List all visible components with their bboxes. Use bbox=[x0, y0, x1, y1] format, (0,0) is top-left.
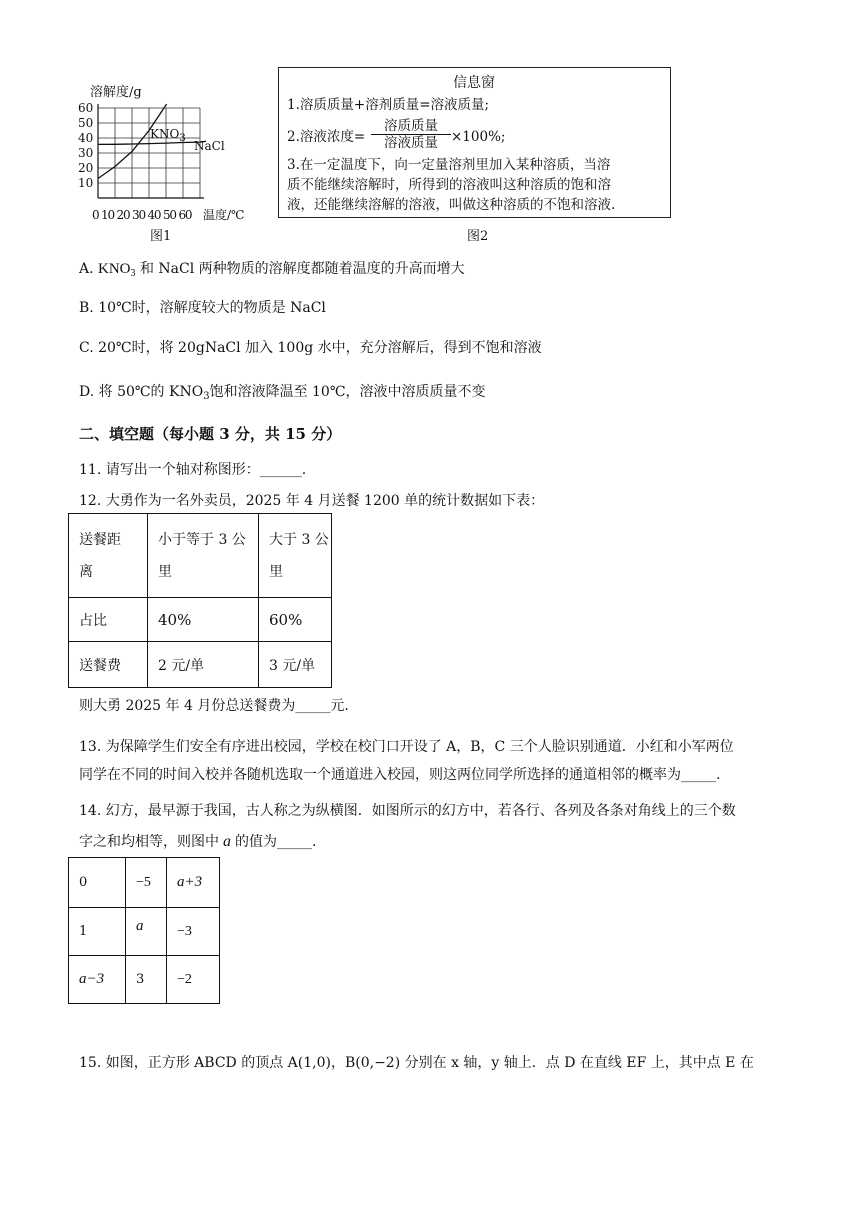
magic-cell: −3 bbox=[167, 908, 220, 956]
cell-text: 里 bbox=[269, 563, 283, 580]
chart-y-axis-label: 溶解度/g bbox=[90, 85, 142, 100]
question-13-line-2: 同学在不同的时间入校并各随机选取一个通道进入校园，则这两位同学所选择的通道相邻的概率为_____. bbox=[79, 767, 721, 783]
info-line-3b: 质不能继续溶解时，所得到的溶液叫这种溶质的饱和溶 bbox=[287, 177, 611, 193]
table-cell bbox=[69, 514, 148, 598]
magic-cell: 1 bbox=[69, 908, 126, 956]
question-14-line-2 bbox=[79, 832, 316, 852]
magic-cell: a bbox=[126, 908, 167, 956]
kno-sub: 3 bbox=[130, 268, 136, 279]
concentration-fraction bbox=[371, 118, 451, 151]
table-cell: 3 元/单 bbox=[259, 642, 332, 688]
option-a-text: 和 NaCl 两种物质的溶解度都随着温度的升高而增大 bbox=[139, 261, 465, 277]
option-c: C. 20℃时，将 20gNaCl 加入 100g 水中，充分溶解后，得到不饱和溶液 bbox=[79, 340, 542, 356]
chart-grid bbox=[98, 108, 200, 198]
magic-cell: −2 bbox=[167, 956, 220, 1004]
fraction-denominator: 溶液质量 bbox=[384, 135, 438, 151]
info-line-1: 1.溶质质量+溶剂质量=溶液质量; bbox=[287, 97, 490, 113]
question-14-line-1: 14. 幻方，最早源于我国，古人称之为纵横图．如图所示的幻方中，若各行、各列及各条对角线上的三个数 bbox=[79, 803, 736, 819]
info-line-2-prefix: 2.溶液浓度= bbox=[287, 129, 366, 145]
option-a bbox=[79, 259, 465, 284]
chart-x-tick-labels: 0 10 20 30 40 50 60 bbox=[92, 208, 192, 222]
question-13-line-1: 13. 为保障学生们安全有序进出校园，学校在校门口开设了 A，B，C 三个人脸识别通道．小红和小军两位 bbox=[79, 739, 734, 755]
option-d-sub: 3 bbox=[203, 391, 210, 402]
q14-text-post: 的值为_____. bbox=[235, 834, 317, 850]
table-row bbox=[69, 858, 220, 908]
magic-cell: a−3 bbox=[69, 956, 126, 1004]
y-tick-label: 50 bbox=[78, 116, 94, 130]
section-2-heading: 二、填空题（每小题 3 分，共 15 分） bbox=[79, 425, 342, 443]
info-line-3a: 3.在一定温度下，向一定量溶剂里加入某种溶质，当溶 bbox=[287, 157, 611, 173]
table-cell: 送餐费 bbox=[69, 642, 148, 688]
table-row bbox=[69, 598, 332, 642]
magic-cell: 0 bbox=[69, 858, 126, 908]
table-cell bbox=[259, 514, 332, 598]
option-a-letter: A. bbox=[79, 261, 94, 277]
table-row bbox=[69, 956, 220, 1004]
table-row bbox=[69, 908, 220, 956]
question-12-followup: 则大勇 2025 年 4 月份总送餐费为_____元. bbox=[79, 698, 349, 714]
legend-kno3-text: KNO bbox=[150, 127, 180, 141]
magic-cell: −5 bbox=[126, 858, 167, 908]
table-cell bbox=[148, 514, 259, 598]
q14-var: a bbox=[223, 833, 231, 850]
question-15: 15. 如图，正方形 ABCD 的顶点 A(1,0)，B(0,−2) 分别在 x 轴，y 轴上．点 D 在直线 EF 上，其中点 E 在 bbox=[79, 1055, 754, 1071]
magic-cell: 3 bbox=[126, 956, 167, 1004]
info-line-3c: 液，还能继续溶解的溶液，叫做这种溶质的不饱和溶液. bbox=[287, 197, 616, 213]
y-tick-label: 60 bbox=[78, 101, 94, 115]
y-tick-label: 40 bbox=[78, 131, 94, 145]
question-12: 12. 大勇作为一名外卖员，2025 年 4 月送餐 1200 单的统计数据如下表： bbox=[79, 493, 545, 509]
chart-axes bbox=[98, 104, 204, 198]
legend-nacl: NaCl bbox=[194, 139, 225, 153]
info-line-2-suffix: ×100%; bbox=[451, 129, 506, 145]
option-d-text-post: 饱和溶液降温至 10℃，溶液中溶质质量不变 bbox=[209, 384, 486, 400]
figure-1 bbox=[70, 84, 260, 244]
cell-text: 送餐距 bbox=[79, 531, 121, 548]
chart-x-axis-label: 温度/℃ bbox=[203, 208, 245, 222]
fraction-numerator: 溶质质量 bbox=[371, 118, 451, 135]
table-row bbox=[69, 514, 332, 598]
y-tick-label: 30 bbox=[78, 146, 94, 160]
kno-text: KNO bbox=[98, 261, 131, 277]
cell-text: 大于 3 公 bbox=[269, 531, 329, 548]
info-window-title: 信息窗 bbox=[453, 75, 495, 91]
option-d-text-pre: D. 将 50℃的 KNO bbox=[79, 384, 204, 400]
q14-text-pre: 字之和均相等，则图中 bbox=[79, 834, 219, 850]
magic-cell: a+3 bbox=[167, 858, 220, 908]
table-cell: 2 元/单 bbox=[148, 642, 259, 688]
table-cell: 60% bbox=[259, 598, 332, 642]
table-row bbox=[69, 642, 332, 688]
table-cell: 占比 bbox=[69, 598, 148, 642]
legend-kno3-sub: 3 bbox=[179, 133, 186, 144]
option-a-formula bbox=[98, 261, 136, 277]
info-window bbox=[278, 67, 671, 218]
cell-text: 离 bbox=[79, 563, 93, 580]
question-11: 11. 请写出一个轴对称图形：______. bbox=[79, 462, 307, 478]
cell-text: 小于等于 3 公 bbox=[158, 531, 246, 548]
y-tick-label: 10 bbox=[78, 176, 94, 190]
option-d bbox=[79, 382, 486, 407]
magic-square bbox=[68, 857, 220, 1004]
cell-text: 里 bbox=[158, 563, 172, 580]
table-cell: 40% bbox=[148, 598, 259, 642]
option-b: B. 10℃时，溶解度较大的物质是 NaCl bbox=[79, 300, 326, 316]
y-tick-label: 20 bbox=[78, 161, 94, 175]
delivery-table bbox=[68, 513, 332, 688]
figure-1-caption: 图1 bbox=[150, 229, 172, 244]
figure-2-caption: 图2 bbox=[467, 229, 489, 244]
legend-kno3 bbox=[150, 124, 186, 149]
